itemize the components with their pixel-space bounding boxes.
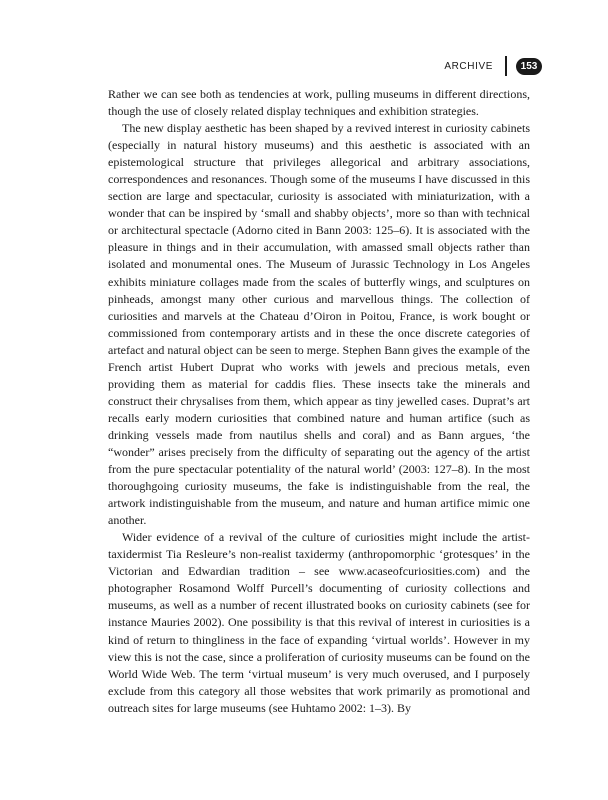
running-header bbox=[444, 55, 542, 77]
paragraph: Wider evidence of a revival of the culture of curiosities might include the artist-taxidermist Tia Resleure’s non-realist taxidermy (anthropomorphic ‘grotesques’ in the Victorian and Edwardian tradition – see www.acaseofcuriosities.com) and the photographer Rosamond Wolff Purcell’s documenting of curiosity collections and museums, as well as a number of recent illustrated books on curiosity cabinets (see for instance Mauries 2002). One possibility is that this revival of interest in curiosities is a kind of return to thingliness in the face of expanding ‘virtual worlds’. However in my view this is not the case, since a proliferation of curiosity museums can be found on the World Wide Web. The term ‘virtual museum’ is very much overused, and I purposely exclude from this category all those websites that work primarily as promotional and outreach sites for large museums (see Huhtamo 2002: 1–3). By bbox=[108, 530, 530, 715]
paragraph: Rather we can see both as tendencies at work, pulling museums in different directions, though the use of closely related display techniques and exhibition strategies. bbox=[108, 87, 530, 119]
header-rule bbox=[505, 56, 507, 76]
paragraph: The new display aesthetic has been shaped by a revived interest in curiosity cabinets (especially in natural history museums) and this aesthetic is associated with an epistemological structure that privileges allegorical and arbitrary associations, correspondences and resonances. Though some of the museums I have discussed in this section are large and spectacular, curiosity is associated with miniaturization, with a wonder that can be inspired by ‘small and shabby objects’, more so than with technical or architectural spectacle (Adorno cited in Bann 2003: 125–6). It is associated with the pleasure in things and in their accumulation, with amassed small objects rather than isolated and monumental ones. The Museum of Jurassic Technology in Los Angeles exhibits miniature collages made from the scales of butterfly wings, and sculptures on pinheads, amongst many other curious and marvellous things. The collection of curiosities and marvels at the Chateau d’Oiron in Poitou, France, is work bought or commissioned from contemporary artists and in these the once discrete categories of artefact and natural object can be seen to merge. Stephen Bann gives the example of the French artist Hubert Duprat who works with jewels and precious metals, even providing them as material for caddis flies. These insects take the minerals and construct their chrysalises from them, which appear as tiny jewelled cases. Duprat’s art recalls early modern curiosities that combined nature and human artifice (such as drinking vessels made from nautilus shells and coral) and as Bann argues, ‘the “wonder” arises precisely from the difficulty of separating out the agency of the artist from the pure spectacular potentiality of the natural world’ (2003: 127–8). In the most thoroughgoing curiosity museums, the fake is indistinguishable from the real, the artwork indistinguishable from the museum, and nature and human artifice mimic one another. bbox=[108, 121, 530, 528]
body-text bbox=[108, 86, 530, 717]
section-name: ARCHIVE bbox=[444, 60, 493, 72]
page-number: 153 bbox=[516, 58, 542, 75]
